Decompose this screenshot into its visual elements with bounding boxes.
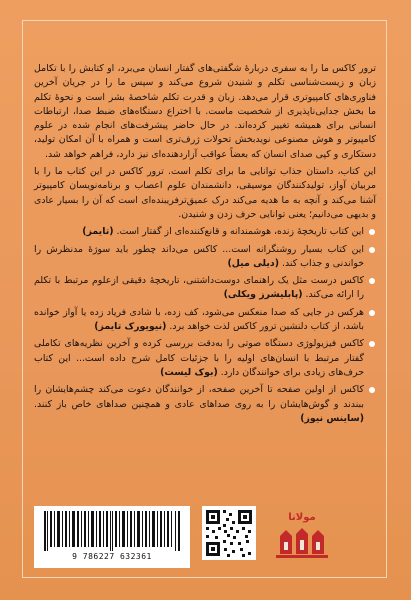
intro-paragraph: ترور کاکس ما را به سفری دربارهٔ شگفتی‌های گفتار انسان می‌برد، او کتابش را با تکامل زبان و زیست‌شناسی تکلم و شنیدن شروع می‌کند و سپس ما را در جریان آخرین فناوری‌های کامپیوتری قرار می‌دهد. زبان و قدرت تکلم شاخصهٔ بشر است و نحوهٔ تکلم ما بخش جدایی‌ناپذیری از شخصیت ماست. با اختراع دستگاه‌های ضبط صدا، ارتباطات انسانی برای همیشه تغییر کرده‌اند. در حال حاضر پیشرفت‌های انجام شده در علوم کامپیوتر و هوش مصنوعی نویدبخش تحولات ژرف‌تری است و همراه با آن امکان تولید، دستکاری و کپی صدای انسان که بعضاً عواقب آزاردهنده‌ای نیز دارد، فراهم خواهد شد.	[34, 63, 376, 160]
review-source: (نیویورک تایمز)	[94, 321, 167, 333]
intro-paragraph: این کتاب، داستان جذاب توانایی ما برای تکلم است. ترور کاکس در این کتاب ما را با مربیان آواز، تولیدکنندگان موسیقی، دانشمندان علوم اعصاب و برنامه‌نویسان کامپیوتر آشنا می‌کند و آنچه به ما هدیه می‌کند درک عمیق‌ترفریبنده‌ای است که آن را بسیار عادی و بدیهی می‌دانیم؛ یعنی توانایی حرف زدن و شنیدن.	[34, 166, 376, 220]
qr-code	[202, 506, 256, 560]
review-source: (تایمز)	[82, 226, 114, 238]
review-text: کاکس فیزیولوژی دستگاه صوتی را به‌دقت بررسی کرده و آخرین نظریه‌های تکاملی گفتار مرتبط با انسان‌های اولیه را با جزئیات کامل شرح داده است... این کتاب حرف‌های زیادی برای خوانندگان دارد.	[34, 338, 364, 378]
review-text: کاکس درست مثل یک راهنمای دوست‌داشتنی، تاریخچهٔ دقیقی ازعلوم مرتبط با تکلم را ارائه می‌کند.	[34, 275, 364, 301]
publisher-logo	[272, 512, 332, 564]
review-list	[34, 225, 376, 426]
publisher-emblem-icon	[272, 524, 332, 564]
review-text: هرکس در جایی که صدا منعکس می‌شود، کف زده، با شادی فریاد زده یا آواز خوانده باشد، از کتاب دلنشین ترور کاکس لذت خواهد برد.	[34, 306, 364, 333]
bullet-icon	[369, 229, 375, 235]
review-item	[34, 225, 376, 239]
blurb-text	[34, 62, 376, 429]
bullet-icon	[369, 278, 375, 284]
isbn-barcode	[34, 506, 190, 568]
bullet-icon	[369, 387, 375, 393]
qr-code-icon	[202, 506, 256, 560]
review-source: (دیلی میل)	[227, 257, 279, 269]
review-item	[34, 337, 376, 380]
review-item	[34, 383, 376, 426]
review-source: (بوک لیست)	[160, 366, 218, 378]
barcode-icon	[44, 511, 180, 551]
publisher-name: مولانا	[288, 512, 316, 523]
bullet-icon	[369, 247, 375, 253]
cover-footer	[34, 506, 376, 568]
review-item	[34, 306, 376, 335]
review-source: (پابلیشرز ویکلی)	[223, 289, 303, 301]
review-source: (ساینس نیوز)	[300, 412, 364, 424]
review-text: این کتاب بسیار روشنگرانه است... کاکس می‌داند چطور باید سوژهٔ مدنظرش را خواندنی و جذاب کند.	[34, 243, 364, 269]
review-item	[34, 274, 376, 303]
review-text: این کتاب تاریخچهٔ زنده، هوشمندانه و قانع‌کننده‌ای از گفتار است.	[116, 226, 364, 238]
bullet-icon	[369, 310, 375, 316]
review-item	[34, 243, 376, 272]
bullet-icon	[369, 341, 375, 347]
review-text: کاکس از اولین صفحه تا آخرین صفحه، از خوانندگان دعوت می‌کند چشم‌هایشان را ببندند و گوش‌هایشان را به روی صداهای عادی و همچنین صداهای خاص باز کنند.	[34, 384, 364, 410]
isbn-number: 9 786227 632361	[72, 552, 152, 561]
